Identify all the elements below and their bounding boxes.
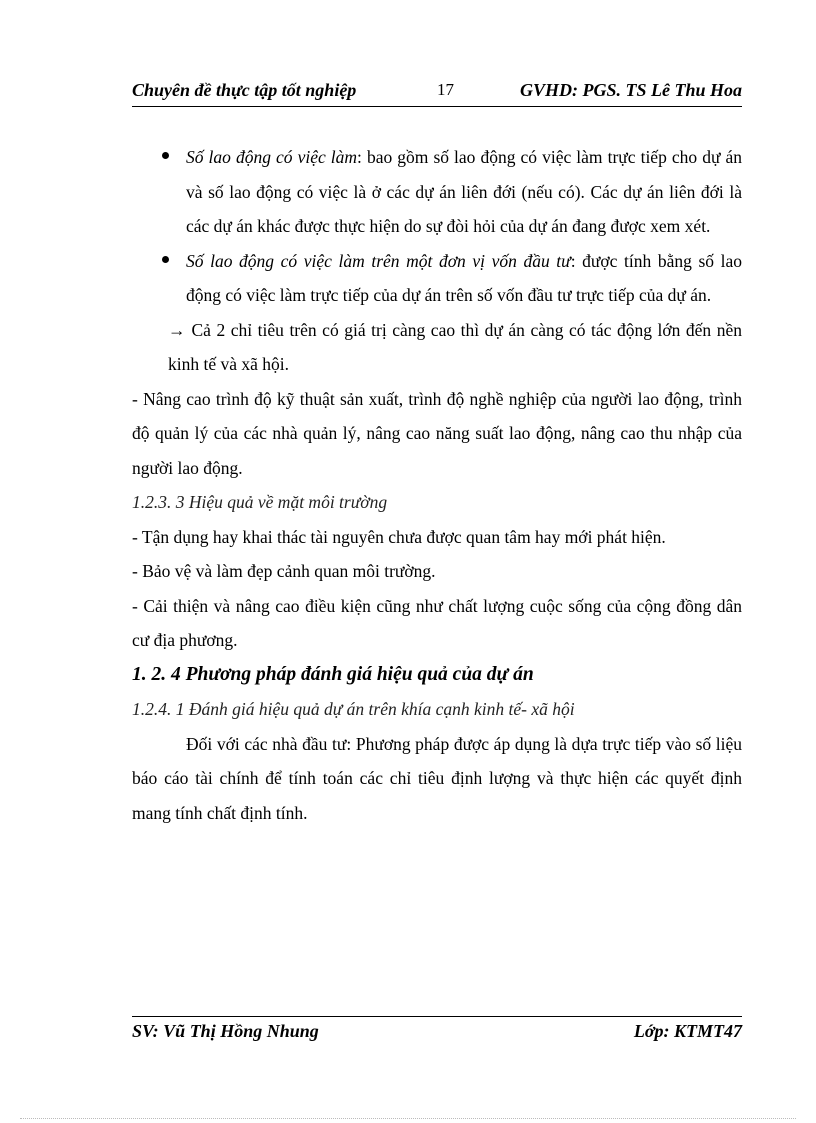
paragraph-investors: Đối với các nhà đầu tư: Phương pháp được áp dụng là dựa trực tiếp vào số liệu báo cáo tài chính để tính toán các chỉ tiêu định lượng và thực hiện các quyết định mang tính chất định tính. — [132, 733, 742, 823]
page-header — [132, 78, 742, 107]
footer-student: SV: Vũ Thị Hồng Nhung — [132, 1021, 319, 1041]
bullet-term: Số lao động có việc làm — [186, 147, 358, 167]
env-item: - Tận dụng hay khai thác tài nguyên chưa được quan tâm hay mới phát hiện. — [132, 526, 666, 547]
bullet-term: Số lao động có việc làm trên một đơn vị vốn đầu tư — [186, 250, 571, 271]
header-advisor: GVHD: PGS. TS Lê Thu Hoa — [519, 80, 742, 100]
footer-divider — [132, 1016, 742, 1017]
bullet-icon — [162, 256, 169, 263]
env-item: - Bảo vệ và làm đẹp cảnh quan môi trường. — [132, 561, 436, 581]
right-arrow-icon: → — [168, 319, 186, 340]
bullet-text: : được tính bằng số lao động có việc làm trực tiếp của dự án trên số vốn đầu tư trực tiếp của dự án. — [186, 250, 742, 305]
bullet-item — [132, 140, 742, 244]
section-heading: 1. 2. 4 Phương pháp đánh giá hiệu quả của dự án — [132, 663, 534, 685]
header-title: Chuyên đề thực tập tốt nghiệp — [132, 80, 357, 100]
subheading-evaluation: 1.2.4. 1 Đánh giá hiệu quả dự án trên khía cạnh kinh tế- xã hội — [132, 699, 575, 719]
paragraph-skills: - Nâng cao trình độ kỹ thuật sản xuất, trình độ nghề nghiệp của người lao động, trình độ quản lý của các nhà quản lý, nâng cao năng suất lao động, nâng cao thu nhập của người lao động. — [132, 388, 742, 478]
conclusion-text: Cả 2 chỉ tiêu trên có giá trị càng cao thì dự án càng có tác động lớn đến nền kinh tế và xã hội. — [168, 319, 742, 374]
bullet-icon — [162, 152, 169, 159]
subheading-environment: 1.2.3. 3 Hiệu quả về mặt môi trường — [132, 492, 388, 512]
bullet-item — [132, 244, 742, 313]
page-edge-divider — [20, 1118, 796, 1119]
footer-class: Lớp: KTMT47 — [633, 1021, 742, 1041]
page-body — [132, 140, 742, 830]
page-number: 17 — [437, 80, 454, 99]
conclusion-paragraph — [132, 313, 742, 382]
bullet-text: : bao gồm số lao động có việc làm trực tiếp cho dự án và số lao động có việc là ở các dự án liên đới (nếu có). Các dự án liên đới là các dự án khác được thực hiện do sự đòi hỏi của dự án đang được xem xét. — [186, 147, 742, 236]
env-item: - Cải thiện và nâng cao điều kiện cũng như chất lượng cuộc sống của cộng đồng dân cư địa phương. — [132, 595, 742, 650]
